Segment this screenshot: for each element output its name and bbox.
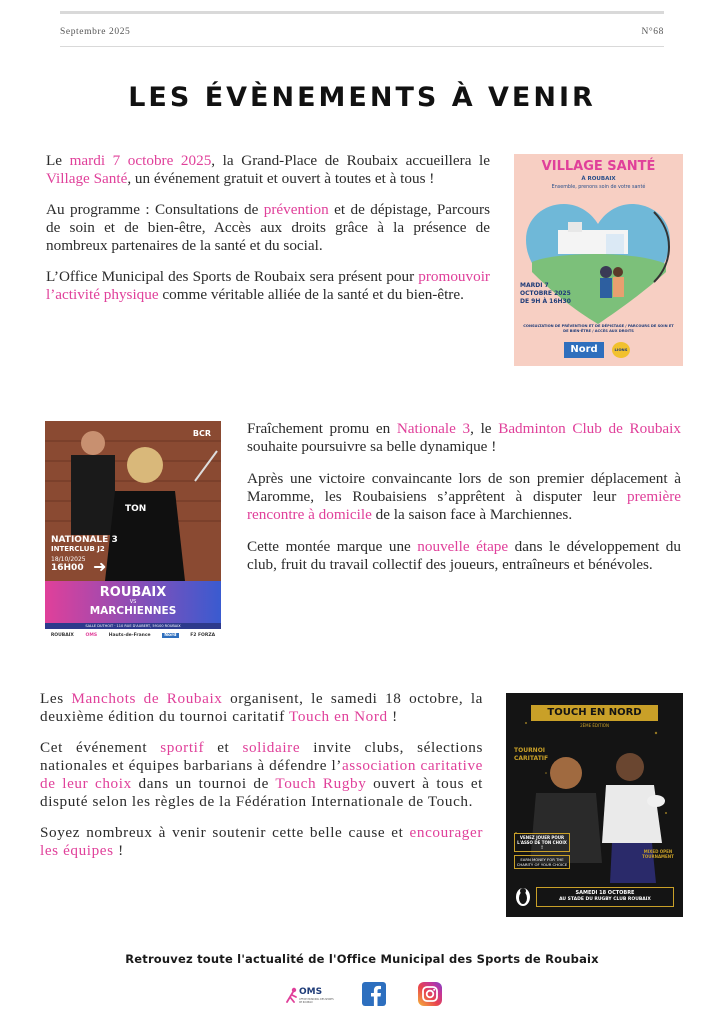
nord-logo: Nord [564, 342, 604, 358]
poster-details: CONSULTATION DE PRÉVENTION ET DE DÉPISTAGE / PARCOURS DE SOIN ET DE BIEN-ÊTRE / ACCÈS AUX DROITS [523, 324, 674, 333]
poster-place: AU STADE DU RUGBY CLUB ROUBAIX [559, 897, 651, 902]
touch-en-nord-poster [506, 693, 683, 917]
sponsor-logo: OMS [85, 632, 98, 638]
sponsor-logo: F2 FORZA [190, 632, 216, 638]
article-paragraph: Le mardi 7 octobre 2025, la Grand-Place de Roubaix accueillera le Village Santé, un événement gratuit et ouvert à toutes et à tous ! [46, 152, 490, 187]
poster-badge: MIXED OPEN TOURNAMENT [642, 849, 674, 859]
poster-date: SAMEDI 18 OCTOBRE [575, 890, 635, 896]
poster-tag: TOURNOI [514, 747, 546, 754]
poster-subtitle: À ROUBAIX [581, 176, 616, 182]
poster-round: INTERCLUB J2 [51, 545, 105, 553]
poster-subtitle: 2ÈME ÉDITION [580, 723, 609, 728]
sponsor-strip [45, 629, 221, 641]
sponsor-logo: Nord [164, 632, 177, 638]
poster-league: NATIONALE 3 [51, 535, 118, 545]
article-paragraph: Fraîchement promu en Nationale 3, le Badminton Club de Roubaix souhaite poursuivre sa belle dynamique ! [247, 420, 681, 455]
svg-text:TON: TON [125, 504, 147, 514]
footer-text: Retrouvez toute l'actualité de l'Office Municipal des Sports de Roubaix [125, 952, 599, 966]
article-paragraph: Soyez nombreux à venir soutenir cette belle cause et encourager les équipes ! [40, 824, 483, 859]
heart-illustration [514, 192, 683, 332]
article-touch-en-nord [40, 690, 483, 860]
article-badminton [247, 420, 681, 574]
poster-date: 18/10/2025 [51, 556, 86, 563]
article-village-sante [46, 152, 490, 304]
article-paragraph: L’Office Municipal des Sports de Roubaix sera présent pour promouvoir l’activité physique comme véritable alliée de la santé et du bien-être. [46, 268, 490, 303]
article-paragraph: Cet événement sportif et solidaire invite clubs, sélections nationales et équipes barbarians à défendre l’association caritative de leur choix dans un tournoi de Touch Rugby ouvert à tous et disputé selon les règles de la Fédération Internationale de Touch. [40, 739, 483, 810]
oms-logo[interactable] [286, 985, 334, 1007]
sponsor-logo: ROUBAIX [50, 632, 74, 638]
article-paragraph: Au programme : Consultations de prévention et de dépistage, Parcours de soin et de bien-être, Accès aux droits grâce à la présence de nombreux partenaires de la santé et du social. [46, 201, 490, 254]
club-badge: BCR [192, 429, 211, 438]
versus-label: VS [129, 599, 137, 605]
page-title: LES ÉVÈNEMENTS À VENIR [128, 82, 596, 113]
village-sante-poster [514, 154, 683, 366]
article-paragraph: Les Manchots de Roubaix organisent, le samedi 18 octobre, la deuxième édition du tournoi caritatif Touch en Nord ! [40, 690, 483, 725]
poster-date-bar [536, 887, 674, 907]
issue-number: N°68 [641, 27, 664, 37]
matchup-banner [45, 581, 221, 623]
instagram-icon[interactable] [418, 982, 442, 1006]
poster-pitch: EARN MONEY FOR THE CHARITY OF YOUR CHOICE [514, 855, 570, 869]
oms-wordmark: OMS [299, 987, 323, 997]
poster-time: 16H00 [51, 563, 84, 573]
poster-venue: SALLE DUTHOIT · 110 RUE D'AUBERT, 59100 ROUBAIX [45, 623, 221, 629]
team-home: ROUBAIX [99, 585, 167, 600]
runner-icon [286, 987, 298, 1003]
issue-date: Septembre 2025 [60, 27, 131, 37]
poster-tagline: Ensemble, prenons soin de votre santé [551, 185, 646, 190]
arrow-icon: ➜ [93, 557, 107, 576]
poster-tag: CARITATIF [514, 755, 549, 762]
lions-logo: LIONS [612, 342, 630, 358]
facebook-icon[interactable] [362, 982, 386, 1006]
team-away: MARCHIENNES [89, 605, 177, 617]
top-rule [60, 11, 664, 14]
poster-pitch: VENEZ JOUER POUR L'ASSO DE TON CHOIX ! [514, 833, 570, 852]
poster-title: TOUCH EN NORD [531, 705, 658, 721]
poster-date: MARDI 7 OCTOBRE 2025 DE 9H À 16H30 [520, 282, 571, 305]
header-rule [60, 46, 664, 47]
article-paragraph: Cette montée marque une nouvelle étape dans le développement du club, fruit du travail collectif des joueurs, entraîneurs et bénévoles. [247, 538, 681, 573]
poster-title: VILLAGE SANTÉ [541, 159, 656, 174]
oms-subtitle: OFFICE MUNICIPAL DES SPORTS DE ROUBAIX [299, 998, 334, 1004]
article-paragraph: Après une victoire convaincante lors de son premier déplacement à Maromme, les Roubaisiens s’apprêtent à disputer leur première rencontre à domicile de la saison face à Marchiennes. [247, 470, 681, 523]
badminton-poster [45, 421, 221, 641]
sponsor-logo: Hauts-de-France [108, 632, 151, 638]
penguin-icon [514, 885, 532, 907]
